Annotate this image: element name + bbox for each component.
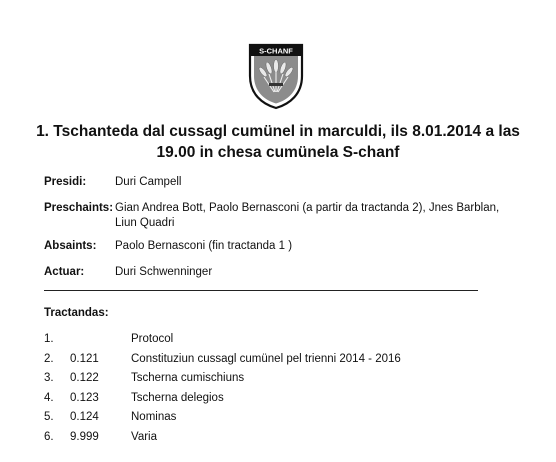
meeting-title: 1. Tschanteda dal cussagl cumünel in marculdi, ils 8.01.2014 a las 19.00 in chesa cumünela S-chanf — [36, 123, 520, 161]
agenda-number: 2. — [44, 352, 54, 365]
agenda-text: Nominas — [131, 411, 177, 423]
crest-inscription: S-CHANF — [259, 46, 293, 56]
agenda-item — [44, 353, 504, 373]
agenda-number: 5. — [44, 411, 54, 423]
field-value: Duri Schwenninger — [115, 266, 213, 278]
divider — [44, 290, 478, 291]
agenda-text: Constituziun cussagl cumünel pel trienni 2014 - 2016 — [131, 352, 401, 365]
field-value: Gian Andrea Bott, Paolo Bernasconi (a partir da tractanda 2), Jnes Barblan, Liun Quadri — [115, 202, 500, 229]
agenda-list — [44, 333, 504, 450]
agenda-number: 6. — [44, 430, 54, 443]
agenda-code: 0.121 — [70, 352, 99, 365]
agenda-code: 0.123 — [70, 391, 99, 404]
agenda-item — [44, 392, 504, 412]
agenda-number: 3. — [44, 372, 54, 384]
agenda-code: 9.999 — [70, 430, 99, 443]
agenda-number: 1. — [44, 333, 54, 345]
agenda-text: Tscherna delegios — [131, 391, 224, 404]
agenda-code: 0.122 — [70, 372, 99, 384]
agenda-text: Tscherna cumischiuns — [131, 372, 245, 384]
field-label: Actuar: — [44, 266, 85, 278]
field-label: Presidi: — [44, 176, 87, 188]
agenda-item — [44, 431, 504, 451]
field-value: Paolo Bernasconi (fin tractanda 1 ) — [115, 240, 293, 252]
field-label: Absaints: — [44, 240, 97, 252]
field-value: Duri Campell — [115, 176, 182, 188]
agenda-text: Protocol — [131, 333, 174, 345]
agenda-number: 4. — [44, 391, 54, 404]
field-label: Preschaints: — [44, 202, 114, 214]
agenda-item — [44, 333, 504, 353]
municipal-crest-icon — [247, 42, 305, 110]
agenda-text: Varia — [131, 430, 157, 443]
agenda-item — [44, 411, 504, 431]
agenda-code: 0.124 — [70, 411, 99, 423]
agenda-item — [44, 372, 504, 392]
agenda-heading: Tractandas: — [44, 307, 109, 319]
